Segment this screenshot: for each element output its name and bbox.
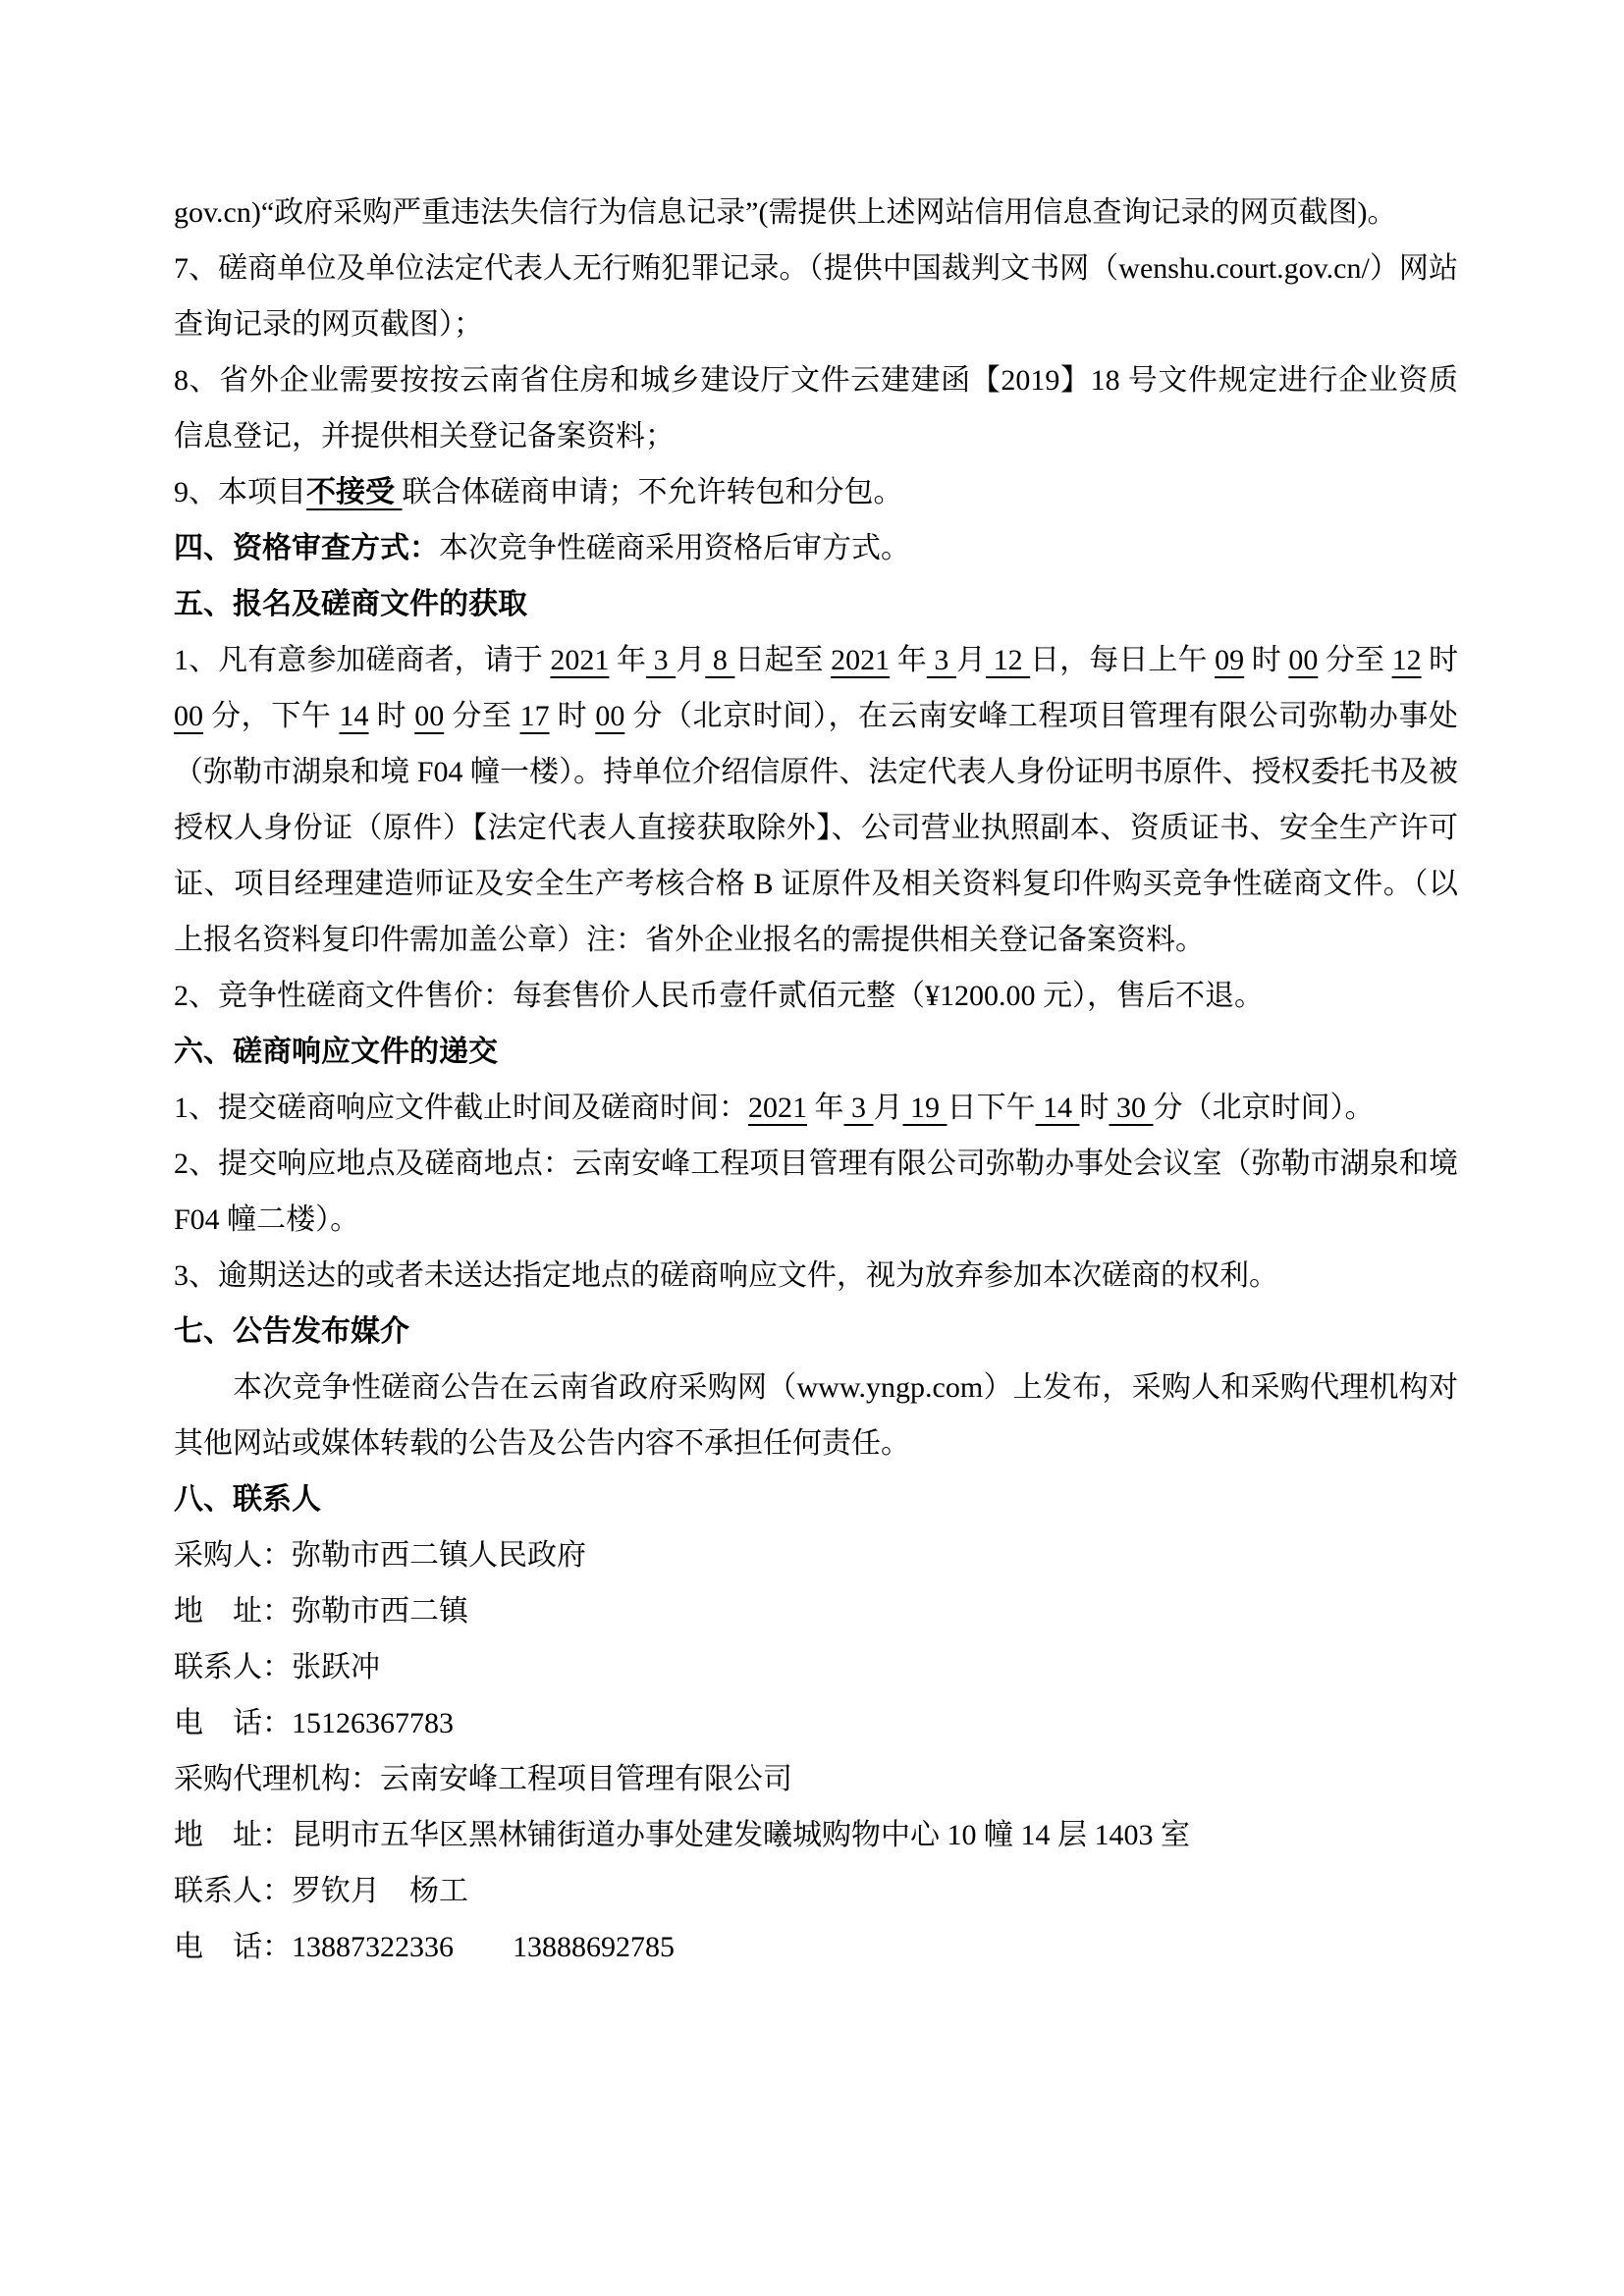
text-segment: 7、磋商单位及单位法定代表人无行贿犯罪记录。（提供中国裁判文书网（wenshu.court.gov.cn/）网站查询记录的网页截图）； <box>174 252 1458 341</box>
text-segment: gov.cn)“政府采购严重违法失信行为信息记录”(需提供上述网站信用信息查询记录的网页截图)。 <box>174 196 1397 229</box>
text-segment: 3 <box>646 644 677 676</box>
continuation-credit-record <box>174 185 1458 240</box>
text-segment: 分至 <box>1318 644 1392 676</box>
section-8-heading <box>174 1471 1458 1527</box>
text-segment: 不接受 <box>306 476 403 508</box>
item-7-no-bribery-record <box>174 240 1458 352</box>
text-segment: 17 <box>519 700 550 732</box>
section-7-announcement-media <box>174 1360 1458 1471</box>
text-segment: 3 <box>843 1092 874 1124</box>
text-segment: 2、提交响应地点及磋商地点：云南安峰工程项目管理有限公司弥勒办事处会议室（弥勒市湖泉和境 F04 幢二楼）。 <box>174 1148 1458 1236</box>
text-segment: 日下午 <box>947 1092 1036 1124</box>
text-segment: 五、报名及磋商文件的获取 <box>174 588 527 620</box>
text-segment: 七、公告发布媒介 <box>174 1315 409 1348</box>
item-9-no-consortium <box>174 464 1458 520</box>
text-segment: 地 址：昆明市五华区黑林铺街道办事处建发曦城购物中心 10 幢 14 层 1403 室 <box>174 1819 1190 1851</box>
text-segment: 电 话：13887322336 13888692785 <box>174 1931 675 1963</box>
purchaser-address <box>174 1583 1458 1639</box>
text-segment: 30 <box>1109 1092 1154 1124</box>
text-segment: 8、省外企业需要按按云南省住房和城乡建设厅文件云建建函【2019】18 号文件规定进行企业资质信息登记，并提供相关登记备案资料； <box>174 364 1458 453</box>
section-7-heading <box>174 1304 1458 1360</box>
item-8-out-of-province-registration <box>174 352 1458 464</box>
section-6-item-2-location <box>174 1136 1458 1248</box>
text-segment: 年 <box>609 644 647 676</box>
text-segment: 00 <box>595 700 625 732</box>
section-6-item-1-deadline <box>174 1080 1458 1136</box>
text-segment: 采购代理机构：云南安峰工程项目管理有限公司 <box>174 1763 792 1795</box>
agency-phone <box>174 1919 1458 1975</box>
text-segment: 00 <box>1288 644 1319 676</box>
text-segment: 分，下午 <box>203 700 340 732</box>
text-segment: 四、资格审查方式： <box>174 532 439 564</box>
text-segment: 8 <box>705 644 735 676</box>
text-segment: 00 <box>414 700 445 732</box>
section-5-item-2-document-price <box>174 968 1458 1024</box>
text-segment: 联合体磋商申请；不允许转包和分包。 <box>402 476 903 508</box>
document-body <box>174 185 1458 1975</box>
section-4-qualification-review <box>174 520 1458 576</box>
text-segment: 时 <box>368 700 415 732</box>
text-segment: 联系人：张跃冲 <box>174 1651 380 1683</box>
text-segment: 联系人：罗钦月 杨工 <box>174 1875 468 1907</box>
section-5-item-1-registration <box>174 632 1458 968</box>
text-segment: 分至 <box>444 700 520 732</box>
section-6-heading <box>174 1024 1458 1080</box>
text-segment: 3 <box>926 644 956 676</box>
text-segment: 00 <box>174 700 203 732</box>
agency-contact <box>174 1863 1458 1919</box>
text-segment: 2021 <box>831 644 891 676</box>
text-segment: 2、竞争性磋商文件售价：每套售价人民币壹仟贰佰元整（¥1200.00 元），售后不退。 <box>174 980 1264 1012</box>
text-segment: 时 <box>1244 644 1289 676</box>
text-segment: 时 <box>1421 644 1459 676</box>
text-segment: 电 话：15126367783 <box>174 1707 454 1739</box>
text-segment: 分（北京时间）。 <box>1153 1092 1375 1124</box>
section-6-item-3-late-delivery <box>174 1248 1458 1304</box>
text-segment: 年 <box>890 644 927 676</box>
text-segment: 本次竞争性磋商采用资格后审方式。 <box>439 532 910 564</box>
text-segment: 本次竞争性磋商公告在云南省政府采购网（www.yngp.com）上发布，采购人和采购代理机构对其他网站或媒体转载的公告及公告内容不承担任何责任。 <box>174 1371 1458 1460</box>
text-segment: 月 <box>676 644 706 676</box>
text-segment: 地 址：弥勒市西二镇 <box>174 1595 468 1628</box>
text-segment: 采购人：弥勒市西二镇人民政府 <box>174 1539 586 1572</box>
text-segment: 14 <box>1035 1092 1080 1124</box>
text-segment: 月 <box>873 1092 903 1124</box>
text-segment: 2021 <box>550 644 610 676</box>
text-segment: 2021 <box>748 1092 807 1124</box>
text-segment: 09 <box>1215 644 1245 676</box>
text-segment: 1、提交磋商响应文件截止时间及磋商时间： <box>174 1092 748 1124</box>
text-segment: 3、逾期送达的或者未送达指定地点的磋商响应文件，视为放弃参加本次磋商的权利。 <box>174 1259 1278 1292</box>
text-segment: 年 <box>807 1092 844 1124</box>
agency-address <box>174 1807 1458 1863</box>
text-segment: 14 <box>339 700 369 732</box>
text-segment: 19 <box>902 1092 947 1124</box>
text-segment: 八、联系人 <box>174 1483 321 1516</box>
agency-name <box>174 1751 1458 1807</box>
section-5-heading <box>174 576 1458 632</box>
purchaser-contact <box>174 1639 1458 1695</box>
text-segment: 分（北京时间），在云南安峰工程项目管理有限公司弥勒办事处（弥勒市湖泉和境 F04 幢一楼）。持单位介绍信原件、法定代表人身份证明书原件、授权委托书及被授权人身份证（原件）【法定代表人直接获取除外】、公司营业执照副本、资质证书、安全生产许可证、项目经理建造师证及安全生产考核合格 B 证原件及相关资料复印件购买竞争性磋商文件。（以上报名资料复印件需加盖公章）注：省外企业报名的需提供相关登记备案资料。 <box>174 700 1459 956</box>
text-segment: 12 <box>1391 644 1422 676</box>
text-segment: 9、本项目 <box>174 476 306 508</box>
text-segment: 1、凡有意参加磋商者，请于 <box>174 644 551 676</box>
text-segment: 12 <box>986 644 1031 676</box>
purchaser-phone <box>174 1695 1458 1751</box>
text-segment: 时 <box>1079 1092 1110 1124</box>
text-segment: 月 <box>955 644 987 676</box>
text-segment: 时 <box>549 700 596 732</box>
purchaser-name <box>174 1527 1458 1583</box>
text-segment: 六、磋商响应文件的递交 <box>174 1036 498 1068</box>
text-segment: 日，每日上午 <box>1030 644 1216 676</box>
text-segment: 日起至 <box>734 644 832 676</box>
